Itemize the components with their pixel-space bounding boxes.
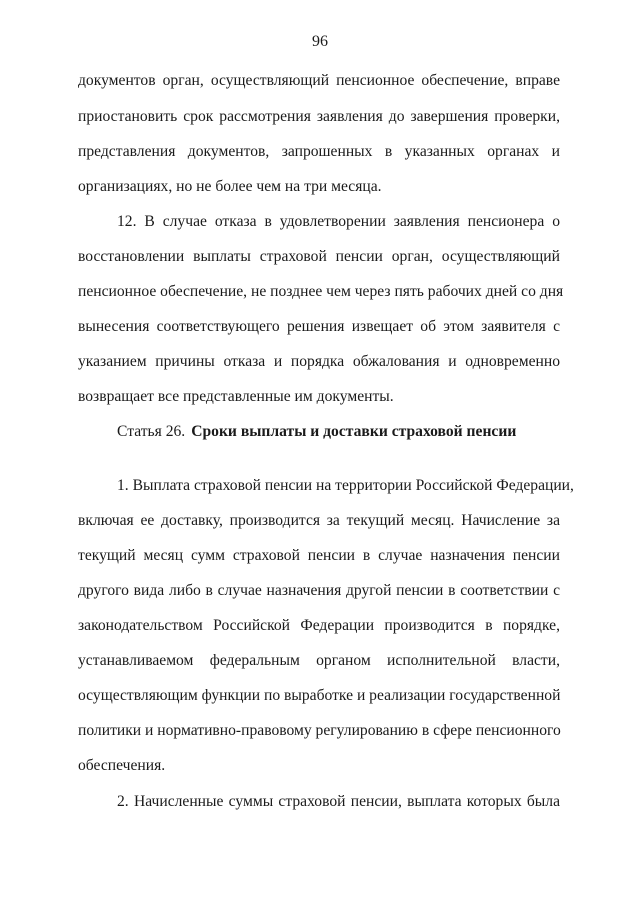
article-title: Сроки выплаты и доставки страховой пенсии xyxy=(191,423,517,440)
page-number: 96 xyxy=(312,33,328,50)
text-line: 2. Начисленные суммы страховой пенсии, выплата которых была xyxy=(117,793,560,810)
text-line: вынесения соответствующего решения извещает об этом заявителя с xyxy=(78,318,560,335)
text-line: обеспечения. xyxy=(78,757,166,774)
text-line: устанавливаемом федеральным органом исполнительной власти, xyxy=(78,652,560,669)
text-line: законодательством Российской Федерации производится в порядке, xyxy=(78,617,560,634)
text-line: представления документов, запрошенных в указанных органах и xyxy=(78,143,560,160)
text-line: указанием причины отказа и порядка обжалования и одновременно xyxy=(78,353,560,370)
text-line: пенсионное обеспечение, не позднее чем через пять рабочих дней со дня xyxy=(78,283,564,300)
text-line: организациях, но не более чем на три месяца. xyxy=(78,178,382,195)
text-line: другого вида либо в случае назначения другой пенсии в соответствии с xyxy=(78,582,560,599)
article-heading xyxy=(117,422,560,442)
text-line: осуществляющим функции по выработке и реализации государственной xyxy=(78,687,561,704)
text-line: возвращает все представленные им документы. xyxy=(78,388,394,405)
text-line: политики и нормативно-правовому регулированию в сфере пенсионного xyxy=(78,722,561,739)
text-line: 1. Выплата страховой пенсии на территории Российской Федерации, xyxy=(117,477,574,494)
text-line: документов орган, осуществляющий пенсионное обеспечение, вправе xyxy=(78,72,560,89)
article-number: Статья 26. xyxy=(117,423,186,440)
text-line: восстановлении выплаты страховой пенсии орган, осуществляющий xyxy=(78,248,560,265)
text-line: текущий месяц сумм страховой пенсии в случае назначения пенсии xyxy=(78,547,560,564)
text-line: приостановить срок рассмотрения заявления до завершения проверки, xyxy=(78,108,560,125)
text-line: 12. В случае отказа в удовлетворении заявления пенсионера о xyxy=(117,213,560,230)
text-line: включая ее доставку, производится за текущий месяц. Начисление за xyxy=(78,512,560,529)
